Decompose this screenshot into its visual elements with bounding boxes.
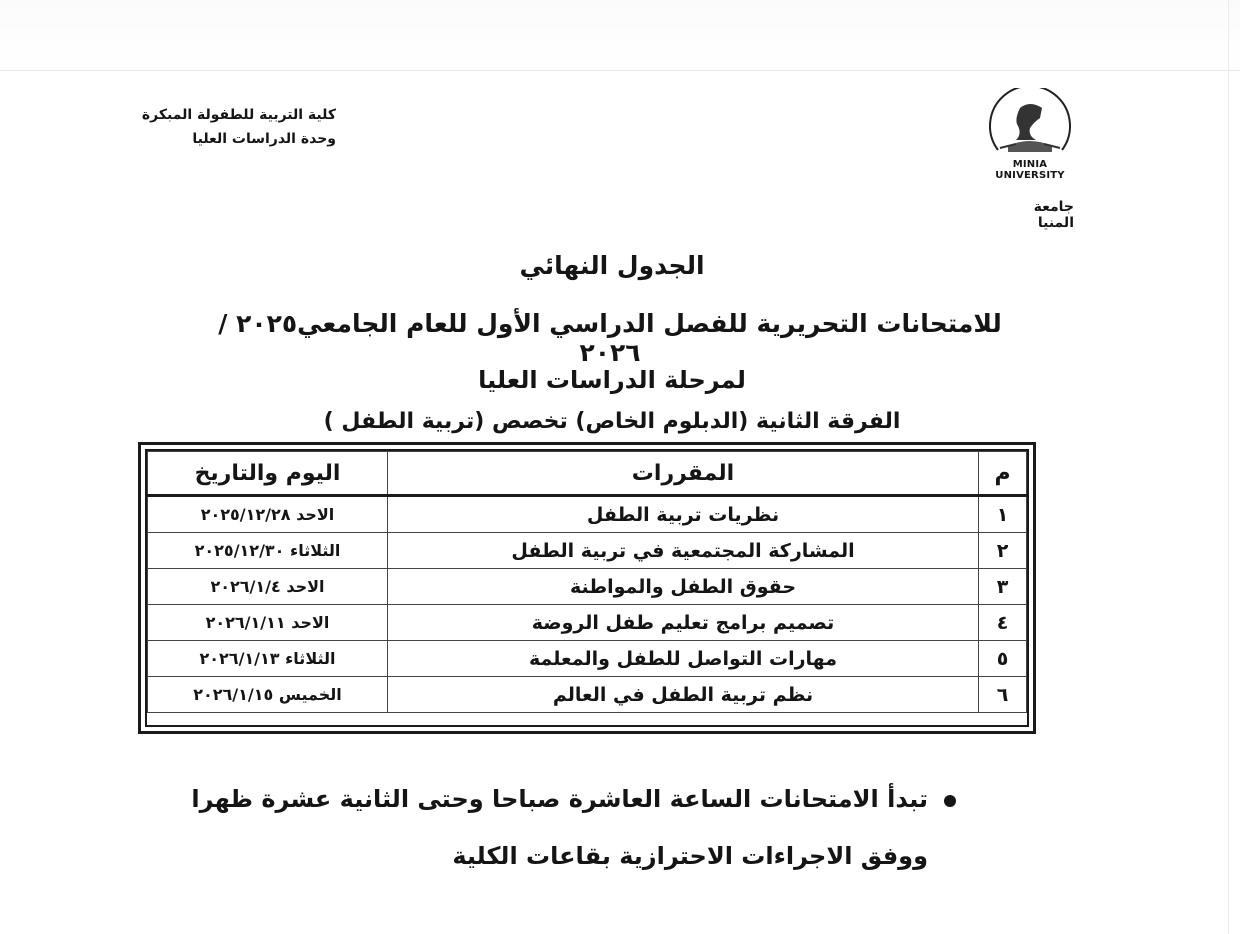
row-course: نظم تربية الطفل في العالم	[388, 677, 979, 713]
row-num: ٤	[979, 605, 1027, 641]
table-row	[148, 605, 1027, 641]
schedule-table-inner	[145, 449, 1029, 727]
row-course: نظريات تربية الطفل	[388, 496, 979, 533]
stage-subtitle: لمرحلة الدراسات العليا	[478, 366, 746, 394]
row-course: تصميم برامج تعليم طفل الروضة	[388, 605, 979, 641]
header-num: م	[979, 452, 1027, 496]
row-course: مهارات التواصل للطفل والمعلمة	[388, 641, 979, 677]
scan-shadow	[0, 0, 1240, 70]
row-date: الثلاثاء ٢٠٢٦/١/١٣	[148, 641, 388, 677]
table-row	[148, 533, 1027, 569]
table-header-row	[148, 452, 1027, 496]
faculty-name: كلية التربية للطفولة المبكرة	[141, 107, 336, 123]
row-num: ٢	[979, 533, 1027, 569]
row-course: حقوق الطفل والمواطنة	[388, 569, 979, 605]
university-logo-icon	[980, 88, 1080, 168]
university-name: جامعة المنيا	[1033, 199, 1074, 231]
row-num: ٦	[979, 677, 1027, 713]
row-date: الاحد ٢٠٢٥/١٢/٢٨	[148, 496, 388, 533]
scan-edge-line	[0, 70, 1240, 71]
row-course: المشاركة المجتمعية في تربية الطفل	[388, 533, 979, 569]
row-date: الخميس ٢٠٢٦/١/١٥	[148, 677, 388, 713]
row-date: الثلاثاء ٢٠٢٥/١٢/٣٠	[148, 533, 388, 569]
row-date: الاحد ٢٠٢٦/١/١١	[148, 605, 388, 641]
row-num: ٣	[979, 569, 1027, 605]
group-subtitle: الفرقة الثانية (الدبلوم الخاص) تخصص (تربية الطفل )	[323, 409, 901, 434]
note-line-1: تبدأ الامتحانات الساعة العاشرة صباحا وحتى الثانية عشرة ظهرا	[191, 785, 928, 813]
scan-edge-vertical	[1228, 0, 1229, 934]
faculty-block	[136, 103, 336, 151]
page-title: الجدول النهائي	[519, 251, 705, 280]
note-line-2: ووفق الاجراءات الاحترازية بقاعات الكلية	[452, 842, 928, 870]
table-row	[148, 569, 1027, 605]
table-row	[148, 677, 1027, 713]
logo-caption: MINIA UNIVERSITY	[995, 159, 1065, 181]
bullet-icon	[944, 795, 956, 807]
table-row	[148, 641, 1027, 677]
unit-name: وحدة الدراسات العليا	[192, 131, 336, 147]
exam-subtitle: للامتحانات التحريرية للفصل الدراسي الأول للعام الجامعي٢٠٢٥ /٢٠٢٦	[218, 309, 1002, 367]
table-row	[148, 496, 1027, 533]
row-num: ٥	[979, 641, 1027, 677]
row-num: ١	[979, 496, 1027, 533]
schedule-table-frame	[138, 442, 1036, 734]
header-date: اليوم والتاريخ	[148, 452, 388, 496]
schedule-table	[147, 451, 1027, 713]
row-date: الاحد ٢٠٢٦/١/٤	[148, 569, 388, 605]
header-course: المقررات	[388, 452, 979, 496]
